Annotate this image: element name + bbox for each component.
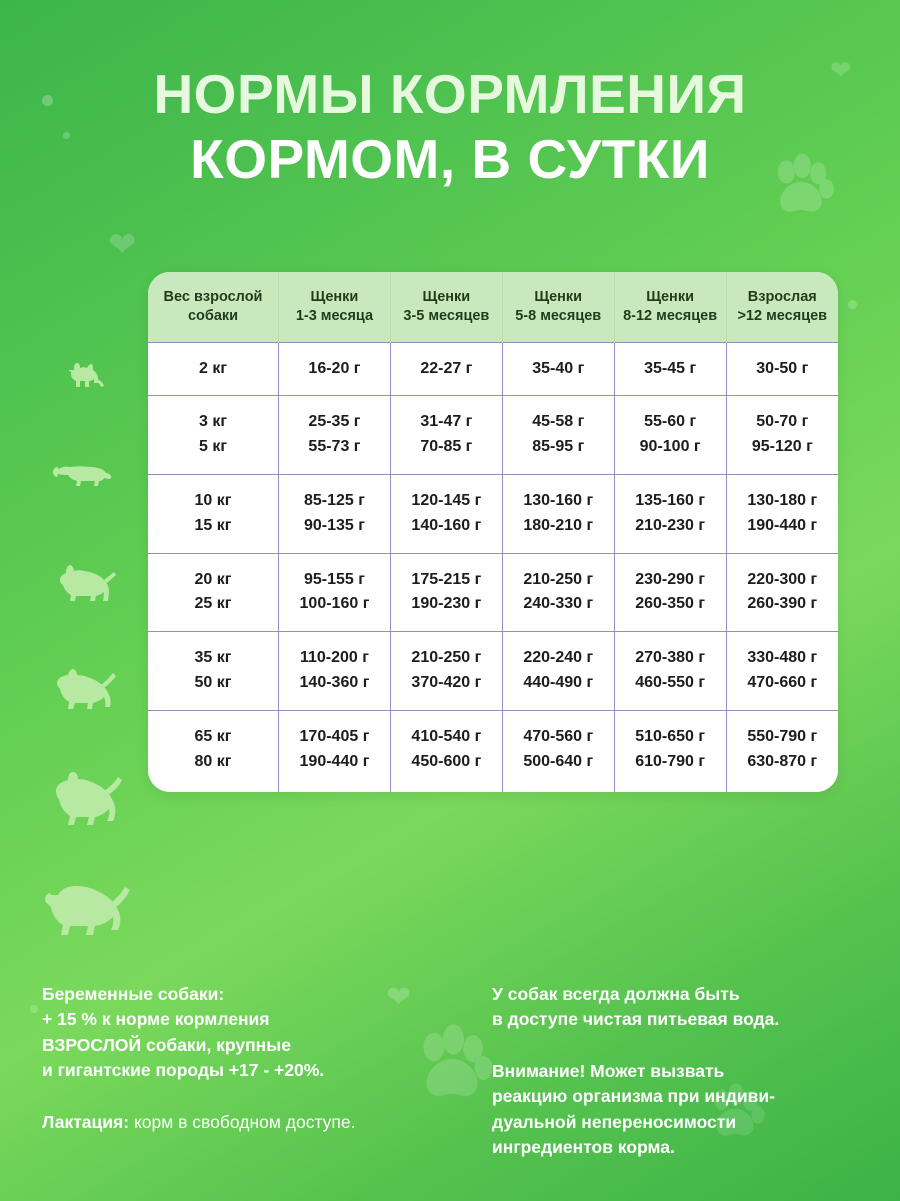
page-title <box>0 62 900 192</box>
cell-puppies-8-12: 35-45 г <box>614 342 726 396</box>
pregnant-note-line-2: ВЗРОСЛОЙ собаки, крупные <box>42 1034 291 1055</box>
table-header <box>148 272 838 342</box>
warning-note-line-4: ингредиентов корма. <box>492 1136 675 1157</box>
spacer <box>42 1084 452 1110</box>
cell-puppies-3-5: 410-540 г 450-600 г <box>390 710 502 792</box>
water-note-line-1: У собак всегда должна быть <box>492 984 740 1004</box>
table-body <box>148 342 838 792</box>
table-row <box>148 475 838 554</box>
page-title-line-1: НОРМЫ КОРМЛЕНИЯ <box>153 63 747 125</box>
table-row <box>148 396 838 475</box>
cell-puppies-1-3: 95-155 г 100-160 г <box>279 553 391 632</box>
warning-note-line-3: дуальной непереносимости <box>492 1111 737 1132</box>
cell-puppies-8-12: 230-290 г 260-350 г <box>614 553 726 632</box>
cell-weight: 35 кг 50 кг <box>148 632 279 711</box>
page-title-line-2: КОРМОМ, В СУТКИ <box>190 127 710 190</box>
cell-adult: 550-790 г 630-870 г <box>726 710 838 792</box>
cell-adult: 330-480 г 470-660 г <box>726 632 838 711</box>
column-header-puppies-5-8: Щенки 5-8 месяцев <box>502 272 614 342</box>
cell-puppies-1-3: 170-405 г 190-440 г <box>279 710 391 792</box>
water-note-line-2: в доступе чистая питьевая вода. <box>492 1009 780 1030</box>
heart-icon: ❤ <box>108 226 137 264</box>
cell-weight: 65 кг 80 кг <box>148 710 279 792</box>
warning-note-line-2: реакцию организма при индиви- <box>492 1086 775 1107</box>
cell-puppies-8-12: 510-650 г 610-790 г <box>614 710 726 792</box>
cell-puppies-5-8: 130-160 г 180-210 г <box>502 475 614 554</box>
dog-silhouette-chihuahua <box>34 340 146 418</box>
table-row <box>148 553 838 632</box>
notes-left <box>42 982 452 1135</box>
column-header-puppies-1-3: Щенки 1-3 месяца <box>279 272 391 342</box>
spacer <box>492 1033 872 1059</box>
pregnant-note-title: Беременные собаки: <box>42 984 225 1004</box>
cell-puppies-5-8: 210-250 г 240-330 г <box>502 553 614 632</box>
cell-puppies-8-12: 55-60 г 90-100 г <box>614 396 726 475</box>
heart-icon: ❤ <box>830 55 852 85</box>
cell-puppies-5-8: 220-240 г 440-490 г <box>502 632 614 711</box>
cell-puppies-3-5: 210-250 г 370-420 г <box>390 632 502 711</box>
column-header-adult-weight: Вес взрослой собаки <box>148 272 279 342</box>
warning-note-line-1: Внимание! Может вызвать <box>492 1060 725 1081</box>
cell-puppies-8-12: 135-160 г 210-230 г <box>614 475 726 554</box>
dog-silhouette-column <box>34 340 146 963</box>
lactation-note-label: Лактация: <box>42 1111 130 1132</box>
cell-puppies-5-8: 45-58 г 85-95 г <box>502 396 614 475</box>
cell-adult: 30-50 г <box>726 342 838 396</box>
dog-silhouette-husky <box>34 746 146 853</box>
cell-weight: 2 кг <box>148 342 279 396</box>
column-header-puppies-8-12: Щенки 8-12 месяцев <box>614 272 726 342</box>
dog-silhouette-terrier <box>34 532 146 639</box>
cell-puppies-1-3: 85-125 г 90-135 г <box>279 475 391 554</box>
pregnant-note-line-1: + 15 % к норме кормления <box>42 1009 270 1030</box>
cell-weight: 20 кг 25 кг <box>148 553 279 632</box>
decorative-dot <box>848 300 857 309</box>
feeding-norms-table <box>148 272 838 792</box>
pregnant-note-line-3: и гигантские породы +17 - +20%. <box>42 1060 325 1081</box>
cell-adult: 220-300 г 260-390 г <box>726 553 838 632</box>
heart-icon: ❤ <box>386 981 412 1014</box>
decorative-dot <box>30 1005 38 1013</box>
notes-right <box>492 982 872 1160</box>
table-row <box>148 342 838 396</box>
cell-puppies-3-5: 22-27 г <box>390 342 502 396</box>
dog-silhouette-dachshund <box>34 418 146 532</box>
dog-silhouette-beagle <box>34 639 146 746</box>
cell-puppies-1-3: 25-35 г 55-73 г <box>279 396 391 475</box>
cell-puppies-3-5: 120-145 г 140-160 г <box>390 475 502 554</box>
cell-puppies-1-3: 110-200 г 140-360 г <box>279 632 391 711</box>
cell-weight: 3 кг 5 кг <box>148 396 279 475</box>
cell-puppies-5-8: 470-560 г 500-640 г <box>502 710 614 792</box>
lactation-note <box>42 1110 452 1135</box>
column-header-puppies-3-5: Щенки 3-5 месяцев <box>390 272 502 342</box>
feeding-norms-table-card <box>148 272 838 792</box>
cell-puppies-3-5: 175-215 г 190-230 г <box>390 553 502 632</box>
cell-puppies-3-5: 31-47 г 70-85 г <box>390 396 502 475</box>
cell-weight: 10 кг 15 кг <box>148 475 279 554</box>
table-header-row <box>148 272 838 342</box>
cell-adult: 50-70 г 95-120 г <box>726 396 838 475</box>
column-header-adult-12plus: Взрослая >12 месяцев <box>726 272 838 342</box>
table-row <box>148 710 838 792</box>
cell-adult: 130-180 г 190-440 г <box>726 475 838 554</box>
cell-puppies-1-3: 16-20 г <box>279 342 391 396</box>
table-row <box>148 632 838 711</box>
lactation-note-text: корм в свободном доступе. <box>129 1111 356 1132</box>
dog-silhouette-labrador <box>34 853 146 963</box>
cell-puppies-5-8: 35-40 г <box>502 342 614 396</box>
cell-puppies-8-12: 270-380 г 460-550 г <box>614 632 726 711</box>
